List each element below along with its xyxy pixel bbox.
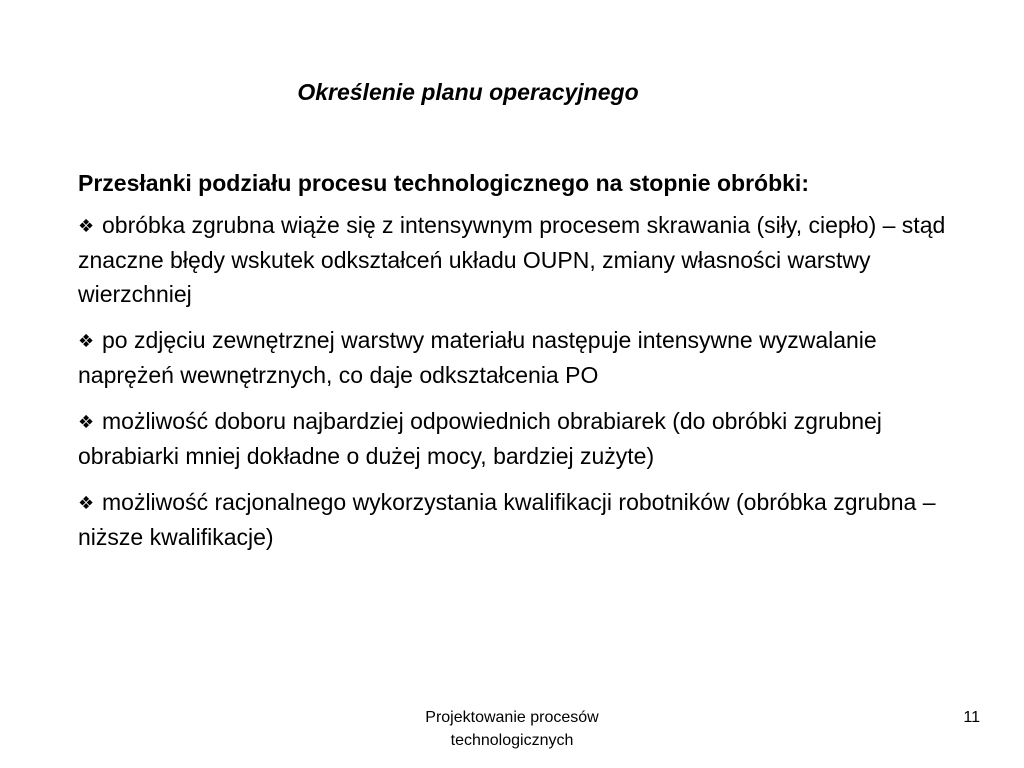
diamond-bullet-icon: ❖ [78, 216, 95, 236]
bullet-item [78, 485, 978, 554]
subheading: Przesłanki podziału procesu technologicznego na stopnie obróbki: [78, 170, 809, 196]
bullet-item [78, 323, 978, 392]
slide-content [78, 166, 978, 566]
bullet-item [78, 208, 978, 311]
bullet-text: po zdjęciu zewnętrznej warstwy materiału następuje intensywne wyzwalanie naprężeń wewnętrznych, co daje odkształcenia PO [78, 327, 877, 388]
diamond-bullet-icon: ❖ [78, 331, 95, 351]
footer-title-line2: technologicznych [450, 732, 574, 749]
slide-title: Określenie planu operacyjnego [297, 79, 639, 105]
bullet-item [78, 404, 978, 473]
bullet-text: możliwość doboru najbardziej odpowiednich obrabiarek (do obróbki zgrubnej obrabiarki mniej dokładne o dużej mocy, bardziej zużyte) [78, 408, 882, 469]
bullet-text: możliwość racjonalnego wykorzystania kwalifikacji robotników (obróbka zgrubna – niższe kwalifikacje) [78, 489, 936, 550]
diamond-bullet-icon: ❖ [78, 493, 95, 513]
diamond-bullet-icon: ❖ [78, 412, 95, 432]
footer-title-line1: Projektowanie procesów [425, 709, 599, 726]
bullet-list [78, 208, 978, 554]
page-number: 11 [963, 709, 980, 726]
bullet-text: obróbka zgrubna wiąże się z intensywnym procesem skrawania (siły, ciepło) – stąd znaczne błędy wskutek odkształceń układu OUPN, zmiany własności warstwy wierzchniej [78, 212, 946, 307]
footer-title [352, 706, 672, 752]
